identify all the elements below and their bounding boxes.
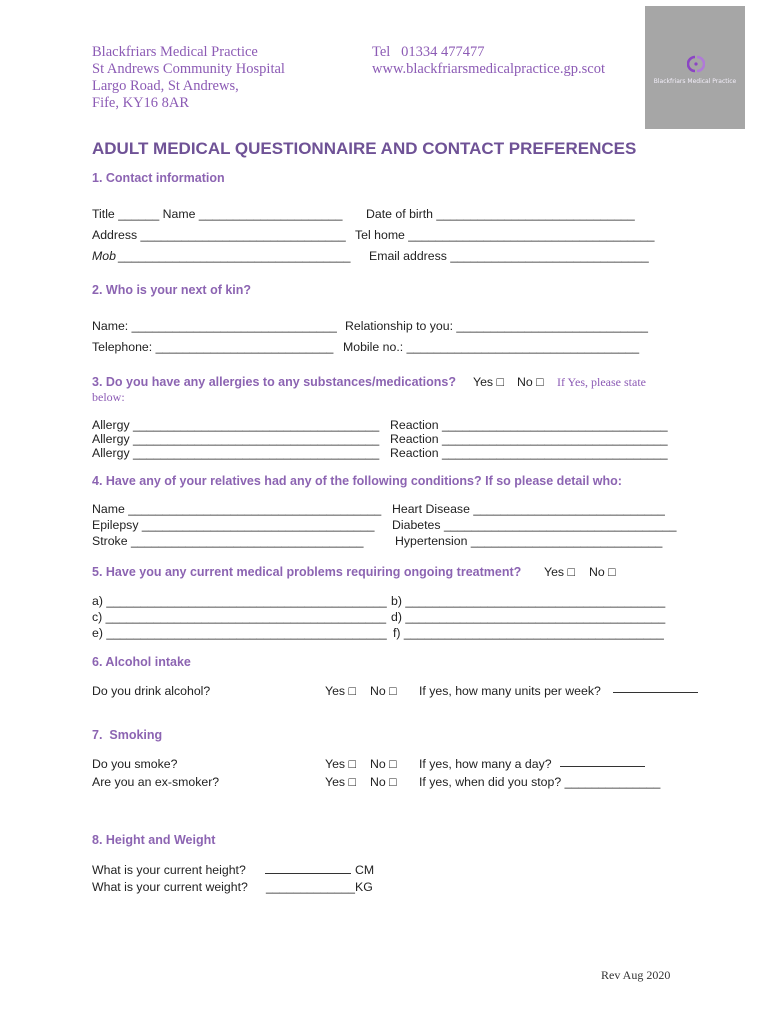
height-unit: CM <box>355 863 375 877</box>
page-title: ADULT MEDICAL QUESTIONNAIRE AND CONTACT PREFERENCES <box>92 139 637 158</box>
reaction-field-3[interactable]: Reaction _________________________________ <box>390 446 668 460</box>
problem-field-d[interactable]: d) ______________________________________ <box>391 610 666 624</box>
mobile-field[interactable]: __________________________________ <box>118 249 351 263</box>
problem-field-f[interactable]: f) ______________________________________ <box>393 626 664 640</box>
practice-logo <box>645 6 745 129</box>
cigarettes-per-day-label: If yes, how many a day? <box>419 757 552 771</box>
date-of-birth-field[interactable]: Date of birth _____________________________ <box>366 207 635 221</box>
mobile-label: Mob <box>92 249 116 263</box>
reaction-field-1[interactable]: Reaction _________________________________ <box>390 418 668 432</box>
allergies-note: If Yes, please state <box>557 375 646 389</box>
relative-name-field[interactable]: Name _____________________________________ <box>92 502 382 516</box>
allergies-yes-checkbox[interactable]: Yes □ <box>473 375 504 389</box>
problem-field-c[interactable]: c) _________________________________________ <box>92 610 387 624</box>
ex-smoker-question: Are you an ex-smoker? <box>92 775 220 789</box>
hospital-name: St Andrews Community Hospital <box>92 61 285 77</box>
practice-website: www.blackfriarsmedicalpractice.gp.scot <box>372 61 605 77</box>
epilepsy-field[interactable]: Epilepsy __________________________________ <box>92 518 375 532</box>
smoke-yes-checkbox[interactable]: Yes □ <box>325 757 356 771</box>
height-question: What is your current height? <box>92 863 246 877</box>
logo-icon <box>687 55 705 73</box>
smoke-question: Do you smoke? <box>92 757 178 771</box>
alcohol-yes-checkbox[interactable]: Yes □ <box>325 684 356 698</box>
smoke-no-checkbox[interactable]: No □ <box>370 757 397 771</box>
section-next-of-kin-heading: 2. Who is your next of kin? <box>92 283 252 297</box>
cigarettes-per-day-field[interactable] <box>560 766 645 767</box>
section-allergies-heading: 3. Do you have any allergies to any substances/medications? <box>92 375 457 389</box>
revision-date: Rev Aug 2020 <box>601 968 671 982</box>
section-alcohol-heading: 6. Alcohol intake <box>92 655 191 669</box>
reaction-field-2[interactable]: Reaction _________________________________ <box>390 432 668 446</box>
medical-problems-yes-checkbox[interactable]: Yes □ <box>544 565 575 579</box>
practice-name: Blackfriars Medical Practice <box>92 44 258 60</box>
problem-field-b[interactable]: b) ______________________________________ <box>391 594 666 608</box>
alcohol-units-label: If yes, how many units per week? <box>419 684 601 698</box>
weight-question: What is your current weight? <box>92 880 248 894</box>
problem-field-a[interactable]: a) _________________________________________ <box>92 594 387 608</box>
allergies-no-checkbox[interactable]: No □ <box>517 375 544 389</box>
allergy-field-1[interactable]: Allergy ____________________________________ <box>92 418 380 432</box>
medical-problems-no-checkbox[interactable]: No □ <box>589 565 616 579</box>
address-town: Fife, KY16 8AR <box>92 95 190 111</box>
weight-field[interactable]: _____________ <box>266 880 355 894</box>
section-family-history-heading: 4. Have any of your relatives had any of the following conditions? If so please detail who: <box>92 474 622 488</box>
weight-unit: KG <box>355 880 373 894</box>
allergy-field-2[interactable]: Allergy ____________________________________ <box>92 432 380 446</box>
ex-smoker-no-checkbox[interactable]: No □ <box>370 775 397 789</box>
section-height-weight-heading: 8. Height and Weight <box>92 833 216 847</box>
section-smoking-heading: 7. Smoking <box>92 728 163 742</box>
practice-telephone: Tel 01334 477477 <box>372 44 485 60</box>
kin-telephone-field[interactable]: Telephone: __________________________ <box>92 340 334 354</box>
title-name-field[interactable]: Title ______ Name _____________________ <box>92 207 343 221</box>
alcohol-question: Do you drink alcohol? <box>92 684 211 698</box>
address-field[interactable]: Address ______________________________ <box>92 228 346 242</box>
height-field[interactable] <box>265 873 351 874</box>
section-medical-problems-heading: 5. Have you any current medical problems requiring ongoing treatment? <box>92 565 522 579</box>
hypertension-field[interactable]: Hypertension ____________________________ <box>395 534 663 548</box>
heart-disease-field[interactable]: Heart Disease ____________________________ <box>392 502 665 516</box>
diabetes-field[interactable]: Diabetes __________________________________ <box>392 518 677 532</box>
logo-wordmark: Blackfriars Medical Practice <box>653 78 737 85</box>
alcohol-no-checkbox[interactable]: No □ <box>370 684 397 698</box>
alcohol-units-field[interactable] <box>613 692 698 693</box>
kin-relationship-field[interactable]: Relationship to you: ____________________________ <box>345 319 648 333</box>
stroke-field[interactable]: Stroke __________________________________ <box>92 534 364 548</box>
kin-name-field[interactable]: Name: ______________________________ <box>92 319 337 333</box>
section-contact-heading: 1. Contact information <box>92 171 225 185</box>
email-field[interactable]: Email address _____________________________ <box>369 249 649 263</box>
stopped-smoking-field[interactable]: If yes, when did you stop? ______________ <box>419 775 661 789</box>
allergies-note-continued: below: <box>92 390 125 404</box>
allergy-field-3[interactable]: Allergy ____________________________________ <box>92 446 380 460</box>
address-road: Largo Road, St Andrews, <box>92 78 239 94</box>
tel-home-field[interactable]: Tel home ____________________________________ <box>355 228 655 242</box>
kin-mobile-field[interactable]: Mobile no.: __________________________________ <box>343 340 640 354</box>
problem-field-e[interactable]: e) _________________________________________ <box>92 626 387 640</box>
ex-smoker-yes-checkbox[interactable]: Yes □ <box>325 775 356 789</box>
